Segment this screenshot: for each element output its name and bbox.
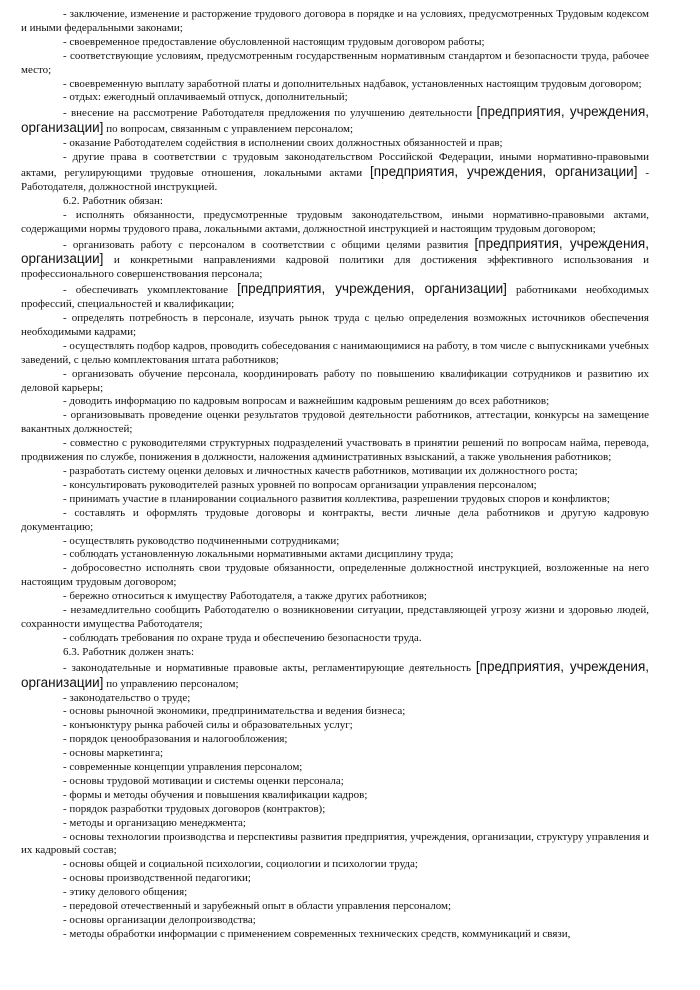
paragraph-text: - другие права в соответствии с трудовым законодательством Российской Федерации, иными нормативно-правовыми актами, регулирующими трудовые отношения, локальными актами	[21, 151, 649, 179]
paragraph-text: - определять потребность в персонале, изучать рынок труда с целью определения возможных источников обеспечения необходимыми кадрами;	[21, 312, 649, 338]
paragraph-text: - порядок разработки трудовых договоров (контрактов);	[63, 802, 326, 815]
paragraph-text: 6.3. Работник должен знать:	[63, 645, 195, 658]
document-paragraph	[21, 78, 649, 92]
document-paragraph	[21, 660, 649, 692]
bracket-close: ]	[503, 281, 507, 297]
bracket-open: [	[476, 104, 481, 120]
paragraph-text: - конъюнктуру рынка рабочей силы и образовательных услуг;	[63, 719, 353, 732]
paragraph-text: - осуществлять подбор кадров, проводить собеседования с нанимающимися на работу, в том числе с выпускниками учебных заведений, с целью комплектования штата работников;	[21, 339, 649, 366]
paragraph-text: - доводить информацию по кадровым вопросам и важнейшим кадровым решениям до всех работников;	[63, 395, 550, 408]
document-paragraph	[21, 8, 649, 36]
paragraph-text: - своевременное предоставление обусловленной настоящим трудовым договором работы;	[63, 35, 485, 48]
document-paragraph	[21, 733, 649, 747]
organization-placeholder: предприятия, учреждения, организации	[21, 658, 649, 690]
document-paragraph	[21, 803, 649, 817]
document-paragraph	[21, 493, 649, 507]
document-paragraph	[21, 858, 649, 872]
document-paragraph	[21, 562, 649, 590]
document-paragraph	[21, 747, 649, 761]
document-paragraph	[21, 719, 649, 733]
document-paragraph	[21, 775, 649, 789]
paragraph-text-continued: - Работодателя, должностной инструкцией.	[21, 166, 649, 193]
document-paragraph	[21, 368, 649, 396]
paragraph-text: - своевременную выплату заработной платы и дополнительных надбавок, установленных настоящим трудовым договором;	[63, 77, 642, 90]
paragraph-text: - бережно относиться к имуществу Работодателя, а также других работников;	[63, 590, 427, 603]
paragraph-text: - совместно с руководителями структурных подразделений участвовать в принятии решений по вопросам найма, перевода, продвижения по службе, понижения в должности, наложения административных взысканий, а также увольнения работников;	[21, 437, 649, 464]
document-paragraph	[21, 548, 649, 562]
paragraph-text: - законодательные и нормативные правовые акты, регламентирующие деятельность	[63, 661, 476, 674]
paragraph-text: - организовывать проведение оценки результатов трудовой деятельности работников, аттестации, конкурсы на замещение вакантных должностей;	[21, 409, 649, 436]
bracket-close: ]	[99, 120, 104, 136]
paragraph-text: - основы технологии производства и перспективы развития предприятия, учреждения, организации, структуру управления и их кадровый состав;	[21, 830, 649, 857]
bracket-open: [	[474, 235, 479, 251]
document-paragraph	[21, 105, 649, 137]
paragraph-text: - законодательство о труде;	[63, 691, 191, 704]
organization-placeholder: предприятия, учреждения, организации	[21, 104, 650, 136]
document-paragraph	[21, 872, 649, 886]
paragraph-text-continued: и конкретными направлениями кадровой политики для достижения эффективного использования и профессионального совершенствования персонала;	[21, 254, 649, 281]
paragraph-text: - основы производственной педагогики;	[63, 872, 251, 885]
bracket-open: [	[370, 163, 374, 179]
paragraph-text: - основы трудовой мотивации и системы оценки персонала;	[63, 774, 344, 787]
paragraph-text: - составлять и оформлять трудовые договоры и контракты, вести личные дела работников и другую кадровую документацию;	[21, 506, 649, 533]
document-paragraph	[21, 282, 649, 312]
document-paragraph	[21, 831, 649, 859]
document-paragraph	[21, 50, 649, 78]
paragraph-text: - принимать участие в планировании социального развития коллектива, разрешении трудовых споров и конфликтов;	[63, 492, 610, 505]
paragraph-text: - формы и методы обучения и повышения квалификации кадров;	[63, 788, 368, 801]
paragraph-text: - обеспечивать укомплектование	[63, 284, 238, 297]
paragraph-text: - методы и организацию менеджмента;	[63, 816, 246, 829]
paragraph-text: - незамедлительно сообщить Работодателю о возникновении ситуации, представляющей угрозу жизни и здоровью людей, сохранности имущества Работодателя;	[21, 604, 649, 630]
bracket-close: ]	[99, 251, 104, 267]
document-paragraph	[21, 465, 649, 479]
paragraph-text: - передовой отечественный и зарубежный опыт в области управления персоналом;	[63, 900, 452, 913]
paragraph-text-continued: по управлению персоналом;	[103, 677, 239, 690]
organization-placeholder: предприятия, учреждения, организации	[373, 163, 634, 179]
document-paragraph	[21, 761, 649, 775]
document-paragraph	[21, 646, 649, 660]
paragraph-text: - соблюдать установленную локальными нормативными актами дисциплину труда;	[63, 548, 454, 561]
document-paragraph	[21, 91, 649, 105]
document-paragraph	[21, 692, 649, 706]
paragraph-text: - методы обработки информации с применением современных технических средств, коммуникаций и связи,	[63, 927, 571, 940]
document-paragraph	[21, 705, 649, 719]
paragraph-text: - осуществлять руководство подчиненными сотрудниками;	[63, 534, 340, 547]
paragraph-text: - порядок ценообразования и налогообложения;	[63, 733, 288, 746]
paragraph-text: - основы маркетинга;	[63, 747, 164, 760]
paragraph-text: - заключение, изменение и расторжение трудового договора в порядке и на условиях, предусмотренных Трудовым кодексом и иными федеральными законами;	[21, 8, 649, 34]
document-paragraph	[21, 151, 649, 195]
paragraph-text: - современные концепции управления персоналом;	[63, 761, 303, 774]
paragraph-text: 6.2. Работник обязан:	[63, 194, 163, 207]
paragraph-text-continued: работниками необходимых профессий, специальностей и квалификации;	[21, 284, 649, 311]
document-paragraph	[21, 195, 649, 209]
paragraph-text: - отдых: ежегодный оплачиваемый отпуск, дополнительный;	[63, 91, 348, 104]
paragraph-text-continued: по вопросам, связанным с управлением персоналом;	[103, 123, 354, 136]
document-paragraph	[21, 312, 649, 340]
paragraph-text: - основы организации делопроизводства;	[63, 914, 256, 926]
document-paragraph	[21, 817, 649, 831]
document-paragraph	[21, 507, 649, 535]
document-paragraph	[21, 437, 649, 465]
paragraph-text: - соблюдать требования по охране труда и обеспечению безопасности труда.	[63, 631, 422, 644]
document-paragraph	[21, 209, 649, 237]
paragraph-text: - этику делового общения;	[63, 886, 188, 899]
paragraph-text: - разработать систему оценки деловых и личностных качеств работников, мотивации их должностного роста;	[63, 465, 578, 477]
paragraph-text: - исполнять обязанности, предусмотренные трудовым законодательством, иными нормативно-правовыми актами, содержащими нормы трудового права, локальными актами, должностной инструкцией и настоящим трудовым договором;	[21, 208, 649, 235]
document-paragraph	[21, 900, 649, 914]
document-paragraph	[21, 395, 649, 409]
document-paragraph	[21, 604, 649, 632]
organization-placeholder: предприятия, учреждения, организации	[240, 281, 504, 297]
bracket-close: ]	[633, 163, 638, 179]
paragraph-text: - основы рыночной экономики, предпринимательства и ведения бизнеса;	[63, 705, 406, 718]
paragraph-text: - внесение на рассмотрение Работодателя предложения по улучшению деятельности	[63, 107, 477, 120]
document-paragraph	[21, 928, 649, 942]
paragraph-text: - соответствующие условиям, предусмотренным государственным нормативным стандартом и безопасности труда, рабочее место;	[21, 49, 649, 76]
document-paragraph	[21, 632, 649, 646]
bracket-open: [	[475, 658, 480, 674]
document-paragraph	[21, 340, 649, 368]
paragraph-text: - основы общей и социальной психологии, социологии и психологии труда;	[63, 858, 418, 871]
paragraph-text: - организовать обучение персонала, координировать работу по повышению квалификации сотрудников и развитию их деловой карьеры;	[21, 367, 649, 394]
document-paragraph	[21, 789, 649, 803]
paragraph-text: - консультировать руководителей разных уровней по вопросам организации управления персоналом;	[63, 478, 537, 491]
document-paragraph	[21, 237, 649, 283]
bracket-close: ]	[99, 674, 104, 690]
document-paragraph	[21, 535, 649, 549]
document-paragraph	[21, 36, 649, 50]
paragraph-text: - организовать работу с персоналом в соответствии с общими целями развития	[63, 238, 475, 251]
organization-placeholder: предприятия, учреждения, организации	[21, 235, 649, 267]
document-paragraph	[21, 409, 649, 437]
document-paragraph	[21, 479, 649, 493]
paragraph-text: - оказание Работодателем содействия в исполнении своих должностных обязанностей и прав;	[63, 137, 503, 150]
document-paragraph	[21, 886, 649, 900]
document-paragraph	[21, 590, 649, 604]
document-paragraph	[21, 137, 649, 151]
document-paragraph	[21, 914, 649, 928]
bracket-open: [	[237, 281, 241, 297]
paragraph-text: - добросовестно исполнять свои трудовые обязанности, определенные должностной инструкцией, возложенные на него настоящим трудовым договором;	[21, 562, 649, 589]
